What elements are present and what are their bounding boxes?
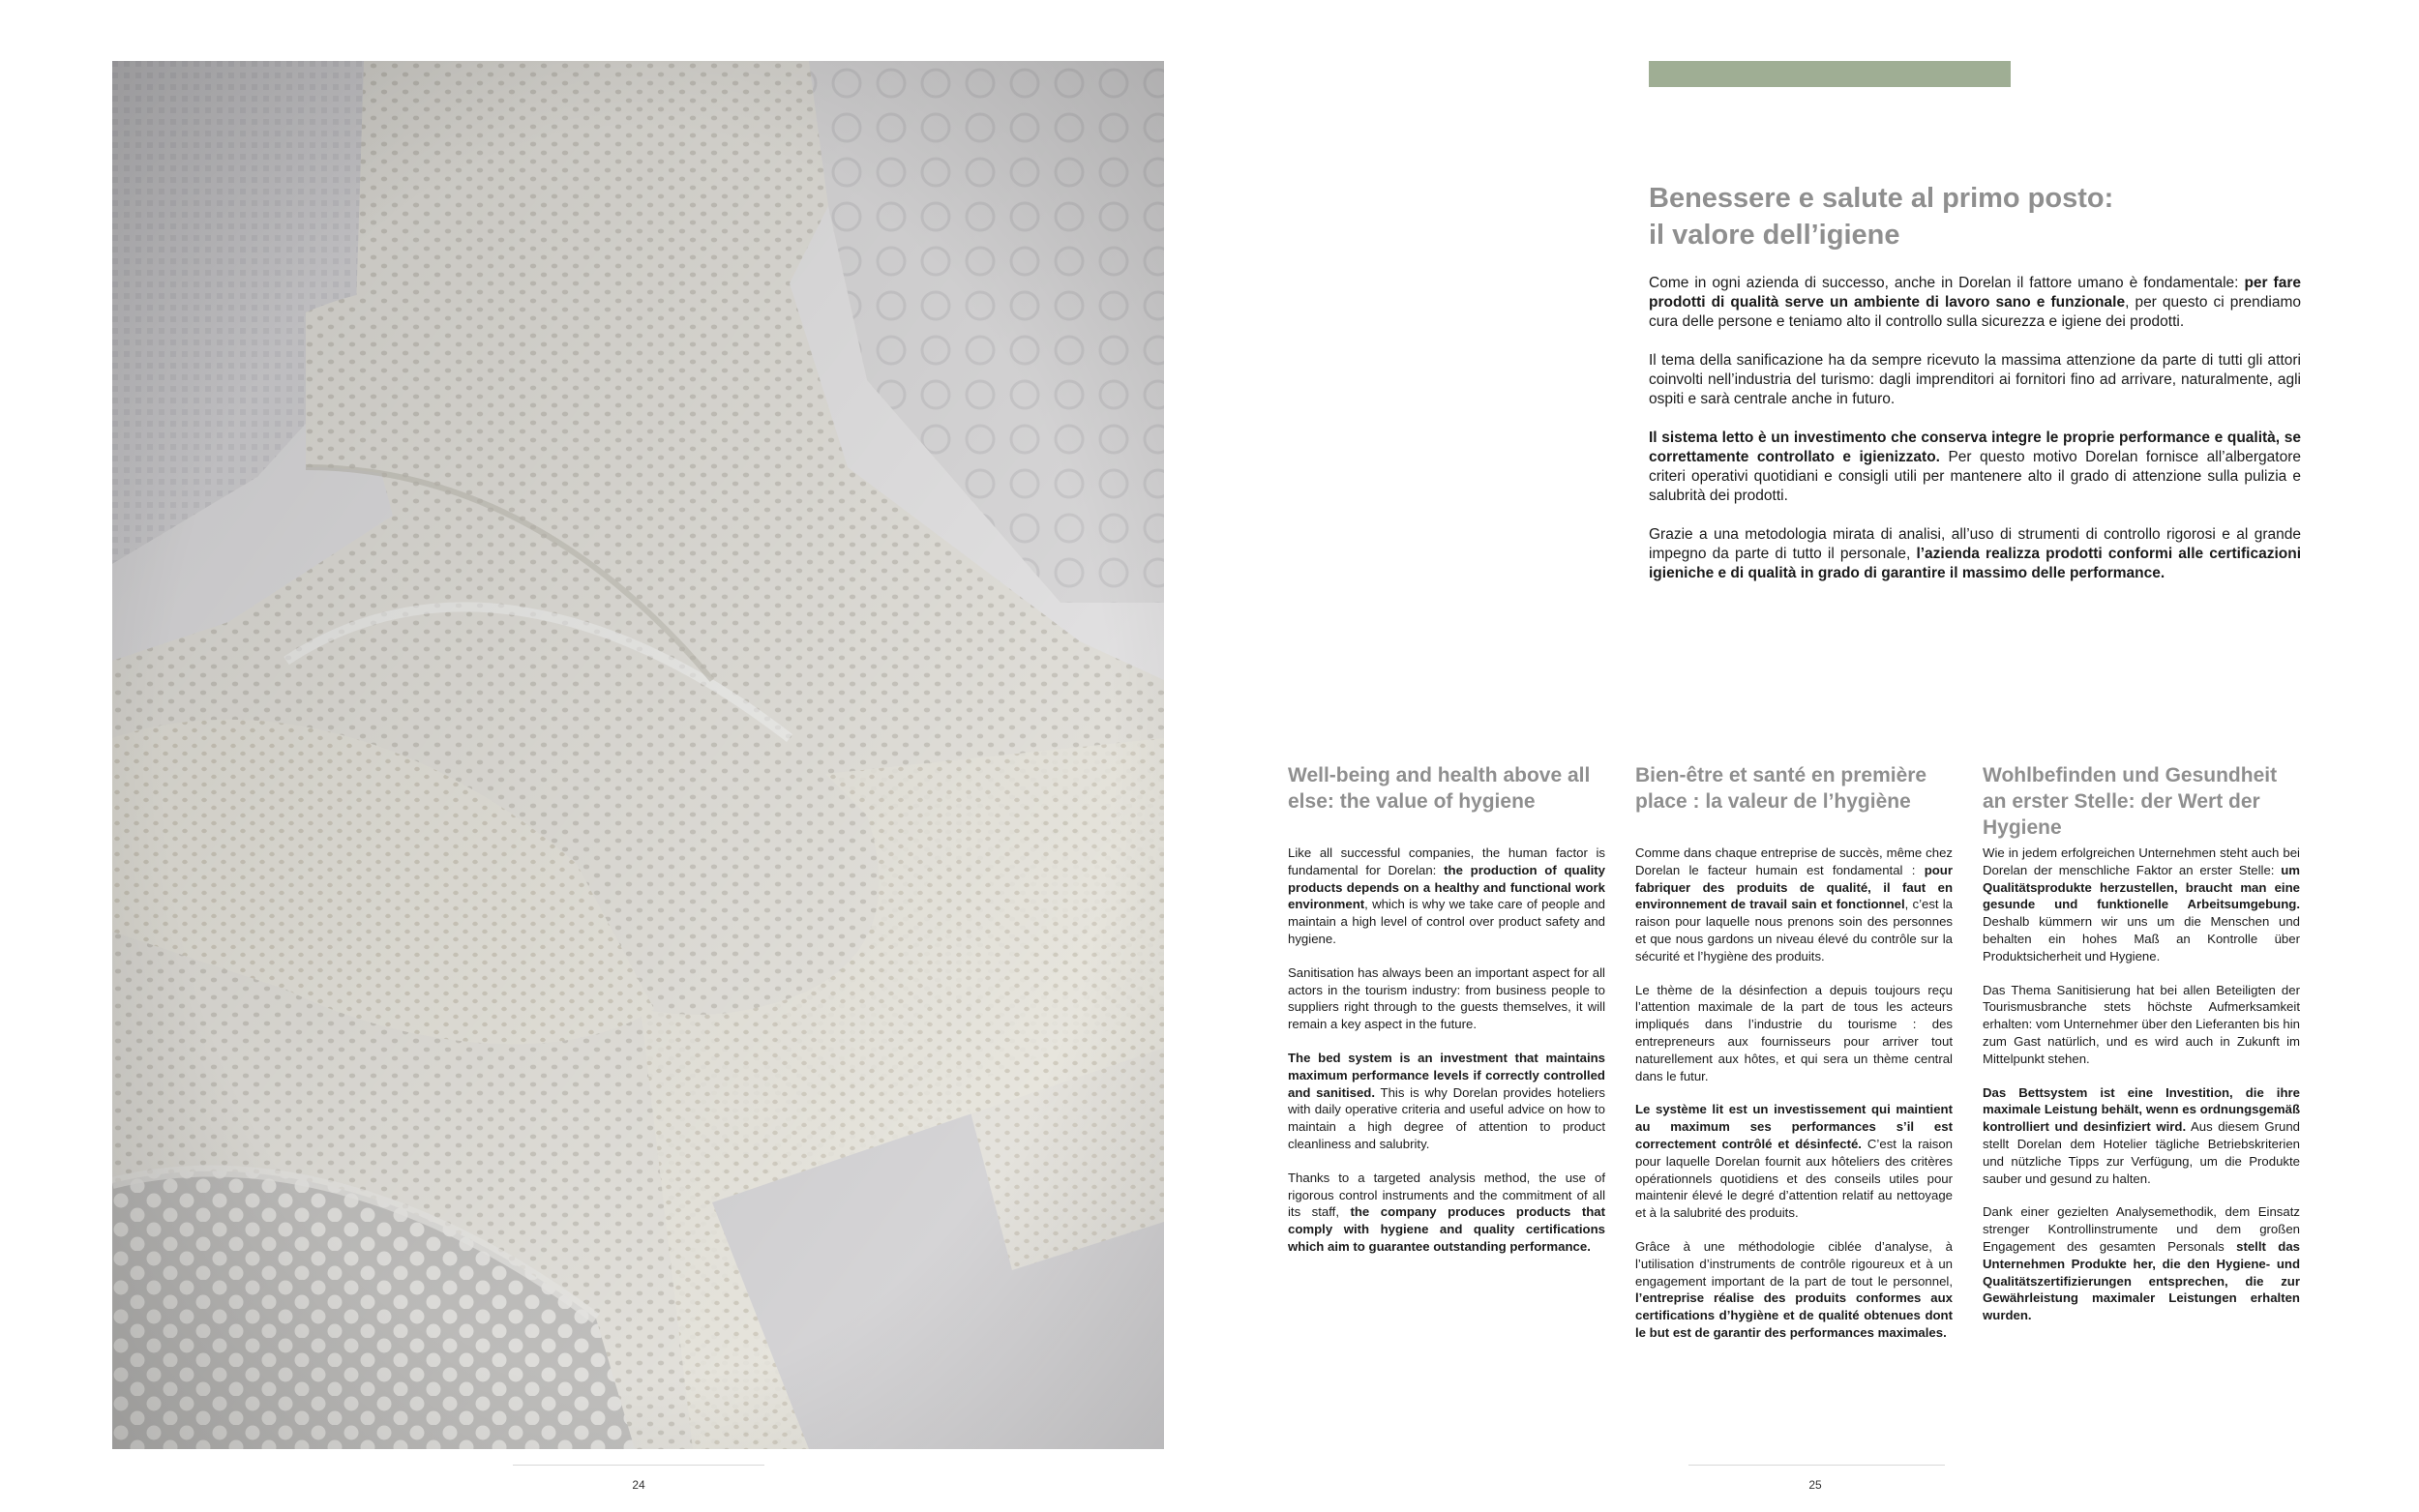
bold-text: Il sistema letto è un investimento che conserva integre le proprie performance e qualità, se correttamente controllato e igienizzato.	[1649, 430, 2301, 465]
text: , c’est la raison pour laquelle nous prenons soin des personnes et que nous gardons un niveau élevé du contrôle sur la sécurité et l’hygiène des produits.	[1635, 897, 1954, 964]
french-column	[1635, 762, 1953, 1358]
paragraph	[1983, 845, 2300, 965]
paragraph	[1649, 429, 2301, 506]
page-number-right: 25	[1808, 1478, 1822, 1492]
text: Das Thema Sanitisierung hat bei allen Beteiligten der Tourismusbranche stets höchste Aufmerksamkeit erhalten: vom Unternehmer über den Lieferanten bis hin zum Gast natürlich, und es wird auch in Zukunft im Mittelpunkt stehen.	[1983, 982, 2300, 1066]
paragraph	[1635, 1101, 1953, 1222]
text: Il tema della sanificazione ha da sempre ricevuto la massima attenzione da parte di tutti gli attori coinvolti nell’industria del turismo: dagli imprenditori ai fornitori fino ad arrivare, naturalmente, agli ospiti e sarà centrale anche in futuro.	[1649, 352, 2301, 407]
title-line-1: Benessere e salute al primo posto:	[1649, 183, 2114, 214]
french-body	[1635, 845, 1953, 1342]
bold-text: l’azienda realizza prodotti conformi alle certificazioni igieniche e di qualità in grado di garantire il massimo delle performance.	[1649, 546, 2301, 581]
paragraph	[1288, 845, 1605, 948]
paragraph	[1288, 1170, 1605, 1256]
paragraph	[1649, 351, 2301, 409]
bold-text: Le système lit est un investissement qui maintient au maximum ses performances s’il est correctement contrôlé et désinfecté.	[1635, 1102, 1953, 1151]
page-title-italian	[1649, 180, 2345, 253]
paragraph	[1983, 1203, 2300, 1324]
text: This is why Dorelan provides hoteliers with daily operative criteria and useful advice on how to maintain a high degree of attention to product cleanliness and salubrity.	[1288, 1084, 1605, 1151]
english-body	[1288, 845, 1605, 1256]
bold-text: l’entreprise réalise des produits conformes aux certifications d’hygiène et de qualité obtenues dont le but est de garantir des performances maximales.	[1635, 1290, 1953, 1340]
text: Come in ogni azienda di successo, anche in Dorelan il fattore umano è fondamentale:	[1649, 275, 2245, 291]
paragraph	[1635, 982, 1953, 1085]
text: Grâce à une méthodologie ciblée d’analyse, à l’utilisation d’instruments de contrôle rigoureux et à un engagement important de la part de tout le personnel,	[1635, 1238, 1953, 1289]
text: Sanitisation has always been an important aspect for all actors in the tourism industry: from business people to suppliers right through to the guests themselves, it will remain a key aspect in the future.	[1288, 964, 1605, 1032]
text: Aus diesem Grund stellt Dorelan dem Hotelier tägliche Betriebskriterien und nützliche Tipps zur Verfügung, um die Produkte sauber und gesund zu halten.	[1983, 1119, 2301, 1186]
text: Per questo motivo Dorelan fornisce all’albergatore criteri operativi quotidiani e consigli utili per mantenere alto il grado di attenzione sulla pulizia e salubrità dei prodotti.	[1649, 449, 2301, 504]
text: Wie in jedem erfolgreichen Unternehmen steht auch bei Dorelan der menschliche Faktor an erster Stelle:	[1983, 845, 2300, 877]
bold-text: The bed system is an investment that maintains maximum performance levels if correctly controlled and sanitised.	[1288, 1050, 1605, 1100]
bold-text: the company produces products that comply with hygiene and quality certifications which aim to guarantee outstanding performance.	[1288, 1204, 1605, 1254]
text: Comme dans chaque entreprise de succès, même chez Dorelan le facteur humain est fondamental :	[1635, 845, 1953, 877]
text: Grazie a una metodologia mirata di analisi, all’uso di strumenti di controllo rigorosi e al grande impegno da parte di tutto il personale,	[1649, 526, 2301, 562]
text: , which is why we take care of people and maintain a high level of control over product safety and hygiene.	[1288, 897, 1605, 946]
bold-text: pour fabriquer des produits de qualité, il faut en environnement de travail sain et fonctionnel	[1635, 862, 1953, 912]
bold-text: stellt das Unternehmen Produkte her, die den Hygiene- und Qualitätszertifizierungen entsprechen, die zur Gewährleistung maximaler Leistungen erhalten wurden.	[1983, 1238, 2300, 1323]
paragraph	[1288, 964, 1605, 1033]
paragraph	[1649, 274, 2301, 332]
paragraph	[1983, 1084, 2300, 1188]
bold-text: the production of quality products depends on a healthy and functional work environment	[1288, 862, 1606, 912]
paragraph	[1635, 1238, 1953, 1342]
text: Thanks to a targeted analysis method, the use of rigorous control instruments and the commitment of all its staff,	[1288, 1170, 1605, 1220]
text: Deshalb kümmern wir uns um die Menschen und behalten ein hohes Maß an Kontrolle über Produktsicherheit und Hygiene.	[1983, 914, 2300, 964]
bold-text: um Qualitätsprodukte herzustellen, braucht man eine gesunde und funktionelle Arbeitsumgebung.	[1983, 862, 2300, 912]
text: Like all successful companies, the human factor is fundamental for Dorelan:	[1288, 845, 1605, 877]
footer-rule-left	[513, 1465, 764, 1466]
mattress-fabric-photo	[112, 61, 1164, 1449]
german-title: Wohlbefinden und Gesundheit an erster Stelle: der Wert der Hygiene	[1983, 764, 2278, 839]
french-title: Bien-être et santé en première place : la valeur de l’hygiène	[1635, 764, 1927, 813]
page-number-left: 24	[632, 1478, 645, 1492]
english-column	[1288, 762, 1605, 1272]
paragraph	[1649, 525, 2301, 583]
text: Dank einer gezielten Analysemethodik, dem Einsatz strenger Kontrollinstrumente und dem großen Engagement des gesamten Personals	[1983, 1204, 2300, 1254]
bold-text: Das Bettsystem ist eine Investition, die ihre maximale Leistung behält, wenn es ordnungsgemäß kontrolliert und desinfiziert wird.	[1983, 1084, 2300, 1135]
paragraph	[1288, 1050, 1605, 1153]
bold-text: per fare prodotti di qualità serve un ambiente di lavoro sano e funzionale	[1649, 275, 2301, 311]
paragraph	[1635, 845, 1953, 965]
italian-body-text	[1649, 274, 2301, 603]
german-body	[1983, 845, 2300, 1324]
footer-rule-right	[1688, 1465, 1945, 1466]
english-title: Well-being and health above all else: the value of hygiene	[1288, 764, 1591, 813]
accent-bar	[1649, 61, 2011, 87]
mattress-fabric-illustration	[112, 61, 1164, 1449]
title-line-2: il valore dell’igiene	[1649, 220, 1900, 251]
text: Le thème de la désinfection a depuis toujours reçu l’attention maximale de la part de tous les acteurs impliqués dans l’industrie du tourisme : des entrepreneurs aux fournisseurs pour arriver tout naturellement aux hôtes, et qui sera un thème central dans le futur.	[1635, 982, 1953, 1083]
german-column	[1983, 762, 2300, 1341]
paragraph	[1983, 982, 2300, 1068]
text: , per questo ci prendiamo cura delle persone e teniamo alto il controllo sulla sicurezza e igiene dei prodotti.	[1649, 294, 2301, 330]
text: C’est la raison pour laquelle Dorelan fournit aux hôteliers des critères opérationnels quotidiens et des conseils utiles pour maintenir élevé le degré d’attention relatif au nettoyage et à la salubrité des produits.	[1635, 1136, 1953, 1221]
